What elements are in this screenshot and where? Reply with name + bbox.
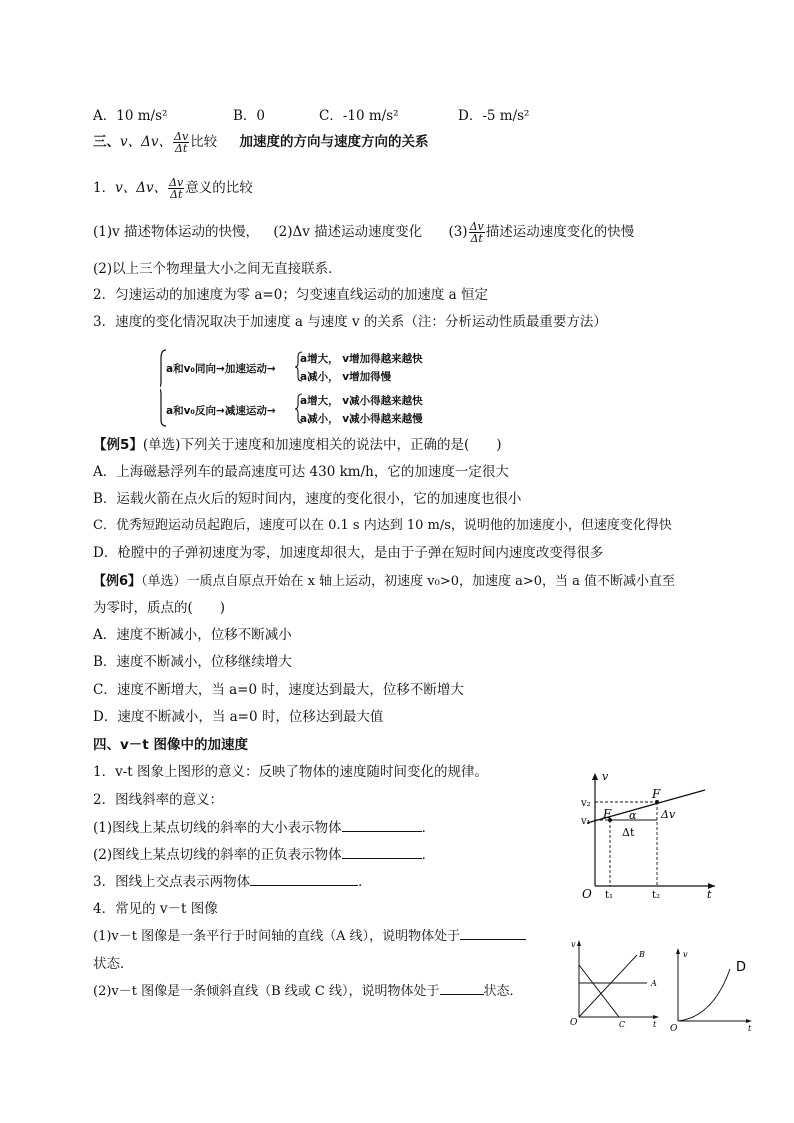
- section-4-line-8: [93, 982, 523, 1001]
- item-1-vars: v、Δv、: [115, 180, 168, 196]
- option-c: C．-10 m/s²: [319, 108, 399, 124]
- d-label: D: [736, 960, 747, 975]
- curve-d: [678, 969, 730, 1021]
- example-6-stem-2: 为零时，质点的( ): [93, 600, 226, 616]
- item-3-line: 3．速度的变化情况取决于加速度 a 与速度 v 的关系（注：分析运动性质最重要方法）: [93, 314, 607, 330]
- v-axis-arrow: [577, 940, 581, 946]
- uniform-accel-text: (2)v－t 图像是一条倾斜直线（B 线或 C 线），说明物体处于: [93, 984, 440, 999]
- item-1-fraction: [168, 177, 184, 200]
- example-5-option-a: A．上海磁悬浮列车的最高速度可达 430 km/h，它的加速度一定很大: [93, 464, 509, 480]
- item-1: [93, 174, 253, 202]
- example-6-stem: [93, 573, 675, 591]
- t-label: t: [707, 888, 712, 900]
- slope-sign-text: (2)图线上某点切线的斜率的正负表示物体: [93, 847, 342, 863]
- section-4-line-7b: 状态．: [93, 956, 134, 972]
- vt-slope-graph: [565, 768, 720, 900]
- t2-label: t₂: [652, 890, 661, 900]
- vt-curve-graph: [668, 945, 760, 1033]
- dv-label: Δv: [661, 808, 676, 821]
- opposite-direction-a: a增大， v减小得越来越快: [300, 395, 423, 407]
- meaning-1: (1)v 描述物体运动的快慢，: [93, 224, 260, 240]
- example-5-option-b: B．运载火箭在点火后的短时间内，速度的变化很小，它的加速度也很小: [93, 491, 522, 507]
- example-5-stem: [93, 436, 501, 454]
- section-4-heading: 四、v－t 图像中的加速度: [93, 737, 248, 753]
- meaning-line: [93, 218, 634, 246]
- example-6-option-c: C．速度不断增大，当 a=0 时，速度达到最大，位移不断增大: [93, 682, 464, 698]
- section-3-prefix: 三、: [93, 134, 120, 150]
- state-text: 状态．: [483, 984, 523, 999]
- period: ．: [421, 847, 436, 863]
- b-label: B: [639, 950, 645, 959]
- answer-blank[interactable]: [460, 927, 526, 940]
- item-1-prefix: 1．: [93, 180, 116, 196]
- section-3-vars: v、Δv、: [120, 134, 173, 150]
- slope-magnitude-text: (1)图线上某点切线的斜率的大小表示物体: [93, 820, 342, 836]
- line-b: [579, 955, 637, 1017]
- v1-label: v₁: [581, 816, 591, 827]
- v-label: v: [683, 950, 688, 959]
- same-direction: a和v₀同向→加速运动→: [166, 363, 276, 375]
- example-6-question: （单选）一质点自原点开始在 x 轴上运动，初速度 v₀>0，加速度 a>0，当 a 值不断减小直至: [141, 574, 676, 589]
- a-label: A: [651, 979, 657, 988]
- frac-den: Δt: [170, 188, 183, 201]
- answer-blank[interactable]: [342, 819, 422, 832]
- origin-label: O: [570, 1018, 578, 1028]
- example-5-question: (单选)下列关于速度和加速度相关的说法中，正确的是( ): [142, 437, 502, 453]
- e-label: E: [603, 807, 612, 821]
- example-6-option-d: D．速度不断减小，当 a=0 时，位移达到最大值: [93, 709, 384, 725]
- v-label: v: [571, 940, 576, 949]
- period: ．: [358, 874, 372, 890]
- section-4-line-2: 2．图线斜率的意义：: [93, 792, 224, 808]
- example-5-option-c: C．优秀短跑运动员起跑后，速度可以在 0.1 s 内达到 10 m/s，说明他的加速度小，但速度变化得快: [93, 518, 672, 533]
- f-label: F: [652, 787, 661, 801]
- no-relation-line: (2)以上三个物理量大小之间无直接联系．: [93, 261, 342, 277]
- dt-label: Δt: [622, 826, 635, 839]
- v2-label: v₂: [581, 798, 591, 809]
- item-1-suffix: 意义的比较: [185, 180, 253, 196]
- answer-blank[interactable]: [250, 873, 358, 886]
- section-3-heading: [93, 128, 428, 156]
- t-label: t: [653, 1020, 657, 1029]
- v-label: v: [602, 770, 609, 783]
- c-label: C: [619, 1020, 626, 1029]
- section-3-subtitle: 加速度的方向与速度方向的关系: [239, 134, 429, 150]
- vt-lines-graph: [565, 935, 665, 1030]
- item-2-line: 2．匀速运动的加速度为零 a=0；匀变速直线运动的加速度 a 恒定: [93, 287, 488, 303]
- section-3-fraction: [173, 131, 189, 154]
- section-4-line-1: 1．v-t 图象上图形的意义：反映了物体的速度随时间变化的规律。: [93, 764, 488, 780]
- origin-label: O: [582, 887, 592, 900]
- frac-num: Δv: [469, 220, 484, 233]
- example-5-option-d: D．枪膛中的子弹初速度为零，加速度却很大，是由于子弹在短时间内速度改变得很多: [93, 545, 604, 561]
- answer-blank[interactable]: [440, 982, 484, 995]
- section-4-line-3: [93, 819, 435, 837]
- v-axis-arrow: [592, 773, 598, 780]
- meaning-3-prefix: (3): [448, 224, 468, 240]
- example-6-tag: 【例6】: [93, 574, 142, 589]
- frac-num: Δv: [169, 176, 184, 189]
- opposite-direction: a和v₀反向→减速运动→: [166, 405, 276, 417]
- frac-num: Δv: [174, 130, 189, 143]
- constant-velocity-text: (1)v－t 图像是一条平行于时间轴的直线（A 线），说明物体处于: [93, 929, 461, 944]
- brace-diagram: [160, 348, 460, 428]
- section-4-line-4: [93, 846, 435, 864]
- example-5-tag: 【例5】: [93, 437, 143, 453]
- t1-label: t₁: [605, 890, 614, 900]
- t-label: t: [748, 1024, 752, 1033]
- same-direction-a: a增大， v增加得越来越快: [300, 353, 423, 365]
- v-axis-arrow: [676, 948, 680, 954]
- frac-den: Δt: [174, 142, 188, 155]
- meaning-2: (2)Δv 描述运动速度变化: [273, 224, 423, 240]
- t-axis-arrow: [746, 1019, 752, 1023]
- meaning-3-fraction: [469, 221, 485, 244]
- opposite-direction-b: a减小， v减小得越来越慢: [300, 413, 423, 425]
- section-4-line-6: 4．常见的 v－t 图像: [93, 901, 218, 917]
- answer-blank[interactable]: [342, 846, 422, 859]
- t-axis-arrow: [653, 1015, 659, 1019]
- option-a: A．10 m/s²: [93, 108, 168, 124]
- meaning-3-suffix: 描述运动速度变化的快慢: [485, 224, 635, 240]
- same-direction-b: a减小， v增加得慢: [300, 371, 392, 383]
- alpha-label: α: [629, 809, 637, 822]
- option-d: D．-5 m/s²: [458, 108, 530, 124]
- section-4-line-7: [93, 927, 526, 946]
- origin-label: O: [670, 1024, 678, 1033]
- section-4-line-5: [93, 873, 372, 891]
- option-b: B．0: [233, 108, 266, 124]
- example-6-option-a: A．速度不断减小，位移不断减小: [93, 627, 292, 643]
- intersection-text: 3．图线上交点表示两物体: [93, 874, 251, 890]
- period: ．: [421, 820, 436, 836]
- line-c: [579, 965, 619, 1017]
- section-3-suffix: 比较: [190, 134, 218, 150]
- frac-den: Δt: [470, 232, 483, 245]
- example-6-option-b: B．速度不断减小，位移继续增大: [93, 654, 292, 670]
